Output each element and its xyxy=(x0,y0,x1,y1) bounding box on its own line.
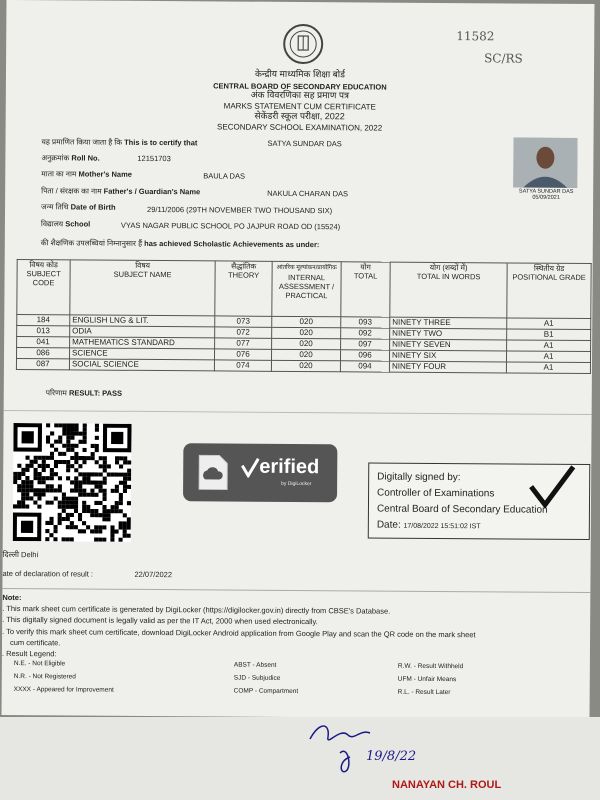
father-label-english: Father's / Guardian's Name xyxy=(103,186,201,197)
corner-note-line1: 11582 xyxy=(456,29,495,44)
declaration-label: ate of declaration of result : xyxy=(2,568,93,579)
photo-caption xyxy=(511,188,581,200)
statement-title: MARKS STATEMENT CUM CERTIFICATE xyxy=(223,101,376,112)
col-total-hindi: योग xyxy=(360,262,371,272)
cell-total: 092 xyxy=(341,328,390,339)
officer-stamp: NANAYAN CH. ROUL xyxy=(392,779,502,791)
cell-code: 087 xyxy=(16,359,69,370)
digital-signature-box xyxy=(368,462,591,540)
cell-internal: 020 xyxy=(271,349,340,360)
marks-table xyxy=(16,259,592,374)
verified-subtext: by DigiLocker xyxy=(281,480,312,488)
candidate-name: SATYA SUNDAR DAS xyxy=(267,138,342,149)
result-line xyxy=(46,388,122,399)
school-label xyxy=(41,219,90,229)
person-photo-icon xyxy=(513,137,577,187)
board-name: CENTRAL BOARD OF SECONDARY EDUCATION xyxy=(213,81,387,92)
result-label-hindi: परिणाम xyxy=(45,388,67,398)
father-name: NAKULA CHARAN DAS xyxy=(267,188,349,199)
note-4: . Result Legend: xyxy=(1,648,57,659)
mother-label-english: Mother's Name xyxy=(78,169,132,179)
corner-note xyxy=(456,25,523,69)
cell-words: NINETY SEVEN xyxy=(390,339,507,351)
statement-title-hindi: अंक विवरणिका सह प्रमाण पत्र xyxy=(250,89,349,101)
legend-comp: COMP - Compartment xyxy=(233,687,299,696)
digilocker-verified-badge xyxy=(183,443,337,502)
mother-name: BAULA DAS xyxy=(203,171,245,181)
achievement-label xyxy=(41,238,320,250)
section-divider xyxy=(4,410,592,415)
cell-theory: 072 xyxy=(215,327,272,338)
col-grade xyxy=(507,263,591,319)
attestation-date: 19/8/22 xyxy=(366,749,417,764)
note-2: . This digitally signed document is legally valid as per the IT Act, 2000 when used electronically. xyxy=(2,614,318,627)
sign-line2: Controller of Examinations xyxy=(377,487,495,500)
cell-total: 094 xyxy=(340,361,389,372)
place-hindi: दिल्ली xyxy=(2,549,20,560)
col-subject-name-hindi: विषय xyxy=(135,260,151,270)
cell-words: NINETY TWO xyxy=(390,328,507,340)
cell-code: 041 xyxy=(17,337,70,348)
col-subject-code xyxy=(17,260,70,315)
cell-subject: SOCIAL SCIENCE xyxy=(69,359,214,371)
cell-internal: 020 xyxy=(272,327,341,338)
note-3-cont: cum certificate. xyxy=(9,637,61,648)
verification-qr-code[interactable] xyxy=(13,423,132,542)
mother-label xyxy=(41,169,132,180)
certify-label-english: This is to certify that xyxy=(124,137,198,148)
col-internal-hindi: आंतरिक मूल्यांकन/प्रायोगिक xyxy=(276,264,337,272)
col-theory xyxy=(215,261,272,316)
candidate-photo xyxy=(513,137,577,187)
col-total-english: TOTAL xyxy=(353,271,378,281)
sign-line3: Central Board of Secondary Education xyxy=(376,503,548,516)
col-subject-name xyxy=(70,260,215,316)
place-english: Delhi xyxy=(21,550,39,560)
cell-code: 184 xyxy=(17,315,70,326)
legend-sjd: SJD - Subjudice xyxy=(233,674,281,682)
sign-date-value: 17/08/2022 15:51:02 IST xyxy=(403,522,481,531)
cell-words: NINETY FOUR xyxy=(389,361,506,373)
col-total-words xyxy=(390,262,507,318)
check-mark-icon xyxy=(241,458,259,478)
col-total xyxy=(341,262,390,317)
roll-label xyxy=(41,153,99,163)
col-grade-english: POSITIONAL GRADE xyxy=(512,272,586,283)
board-name-hindi: केन्द्रीय माध्यमिक शिक्षा बोर्ड xyxy=(254,68,346,80)
cell-words: NINETY SIX xyxy=(389,350,506,362)
col-grade-hindi: स्थितीय ग्रेड xyxy=(533,263,565,273)
result-label-english: RESULT: xyxy=(68,388,101,398)
signature-check-icon xyxy=(527,465,577,509)
col-theory-hindi: सैद्धांतिक xyxy=(231,261,257,271)
notes-title: Note: xyxy=(2,592,22,603)
roll-label-english: Roll No. xyxy=(71,153,100,163)
photo-caption-name: SATYA SUNDAR DAS xyxy=(518,188,574,195)
cell-code: 013 xyxy=(17,326,70,337)
attestation-area xyxy=(0,717,600,800)
cell-subject: ODIA xyxy=(70,326,215,338)
legend-ne: N.E. - Not Eligible xyxy=(13,660,66,668)
father-label-hindi: पिता / संरक्षक का नाम xyxy=(41,186,102,196)
cell-theory: 076 xyxy=(214,349,271,360)
notes-divider xyxy=(2,588,590,593)
corner-note-line2: SC/RS xyxy=(484,51,523,66)
cell-total: 093 xyxy=(341,317,390,328)
cell-grade: A1 xyxy=(507,340,591,352)
note-3: . To verify this mark sheet cum certificate, download DigiLocker Android application from Google Play and scan the QR code on the mark sheet xyxy=(2,626,476,640)
dob-label-hindi: जन्म तिथि xyxy=(41,202,69,212)
col-theory-english: THEORY xyxy=(227,270,260,280)
document-cloud-icon xyxy=(193,453,233,491)
legend-rw: R.W. - Result Withheld xyxy=(397,662,464,671)
marksheet-page xyxy=(2,0,595,719)
mother-label-hindi: माता का नाम xyxy=(41,169,77,179)
col-total-words-hindi: योग (शब्दों में) xyxy=(429,262,468,273)
result-value: PASS xyxy=(102,388,123,398)
table-header-row xyxy=(17,260,591,319)
cell-internal: 020 xyxy=(271,360,340,371)
certify-label-hindi: यह प्रमाणित किया जाता है कि xyxy=(41,137,123,147)
cell-words: NINETY THREE xyxy=(390,317,507,329)
legend-ufm: UFM - Unfair Means xyxy=(397,675,457,684)
verified-text: erified xyxy=(259,455,320,479)
achievement-label-english: has achieved Scholastic Achievements as under: xyxy=(144,238,320,250)
legend-nr: N.R. - Not Registered xyxy=(13,673,76,681)
exam-title: SECONDARY SCHOOL EXAMINATION, 2022 xyxy=(217,122,383,133)
roll-label-hindi: अनुक्रमांक xyxy=(41,153,70,163)
cell-grade: A1 xyxy=(506,351,590,363)
cbse-emblem-icon xyxy=(280,22,326,66)
legend-abst: ABST - Absent xyxy=(233,661,277,669)
date-of-birth: 29/11/2006 (29TH NOVEMBER TWO THOUSAND SIX) xyxy=(147,204,333,216)
sign-date-label: Date: xyxy=(376,519,401,531)
cell-subject: MATHEMATICS STANDARD xyxy=(70,337,215,349)
photo-caption-date: 05/09/2021 xyxy=(532,194,560,201)
cell-internal: 020 xyxy=(272,338,341,349)
qr-code-icon xyxy=(13,423,132,542)
sign-date xyxy=(377,520,481,532)
cell-subject: SCIENCE xyxy=(69,348,214,360)
attestation-signature-icon xyxy=(300,717,420,777)
cell-theory: 077 xyxy=(215,338,272,349)
legend-rl: R.L. - Result Later xyxy=(397,688,451,697)
certify-label xyxy=(41,137,197,148)
cell-grade: A1 xyxy=(506,362,590,374)
cell-grade: B1 xyxy=(507,329,591,341)
sign-line1: Digitally signed by: xyxy=(377,471,461,484)
cell-code: 086 xyxy=(16,348,69,359)
cell-total: 096 xyxy=(340,350,389,361)
declaration-date: 22/07/2022 xyxy=(134,569,173,580)
cell-internal: 020 xyxy=(272,316,341,327)
dob-label-english: Date of Birth xyxy=(70,202,116,212)
exam-title-hindi: सेकेंडरी स्कूल परीक्षा, 2022 xyxy=(254,110,345,122)
achievement-label-hindi: की शैक्षणिक उपलब्धियां निम्नानुसार हैं xyxy=(40,238,143,248)
col-subject-code-english: SUBJECT CODE xyxy=(26,269,61,288)
cell-total: 097 xyxy=(341,339,390,350)
cell-theory: 074 xyxy=(214,360,271,371)
dob-label xyxy=(41,202,116,213)
col-subject-name-english: SUBJECT NAME xyxy=(113,269,172,280)
cell-subject: ENGLISH LNG & LIT. xyxy=(70,315,215,327)
cell-theory: 073 xyxy=(215,316,272,327)
col-subject-code-hindi: विषय कोड xyxy=(29,260,58,270)
father-label xyxy=(41,186,200,197)
col-internal xyxy=(272,261,341,316)
place-line xyxy=(3,550,39,560)
roll-number: 12151703 xyxy=(137,153,171,164)
legend-xxxx: XXXX - Appeared for Improvement xyxy=(13,686,114,694)
school-label-hindi: विद्यालय xyxy=(40,219,64,229)
note-1: . This mark sheet cum certificate is generated by DigiLocker (https://digilocker.gov.in) directly from CBSE's Database. xyxy=(2,603,391,616)
school-name: VYAS NAGAR PUBLIC SCHOOL PO JAJPUR ROAD OD (15524) xyxy=(120,220,341,232)
col-total-words-english: TOTAL IN WORDS xyxy=(416,271,481,282)
cell-grade: A1 xyxy=(507,318,591,330)
col-internal-english: INTERNAL ASSESSMENT / PRACTICAL xyxy=(278,272,335,301)
school-label-english: School xyxy=(65,219,91,229)
